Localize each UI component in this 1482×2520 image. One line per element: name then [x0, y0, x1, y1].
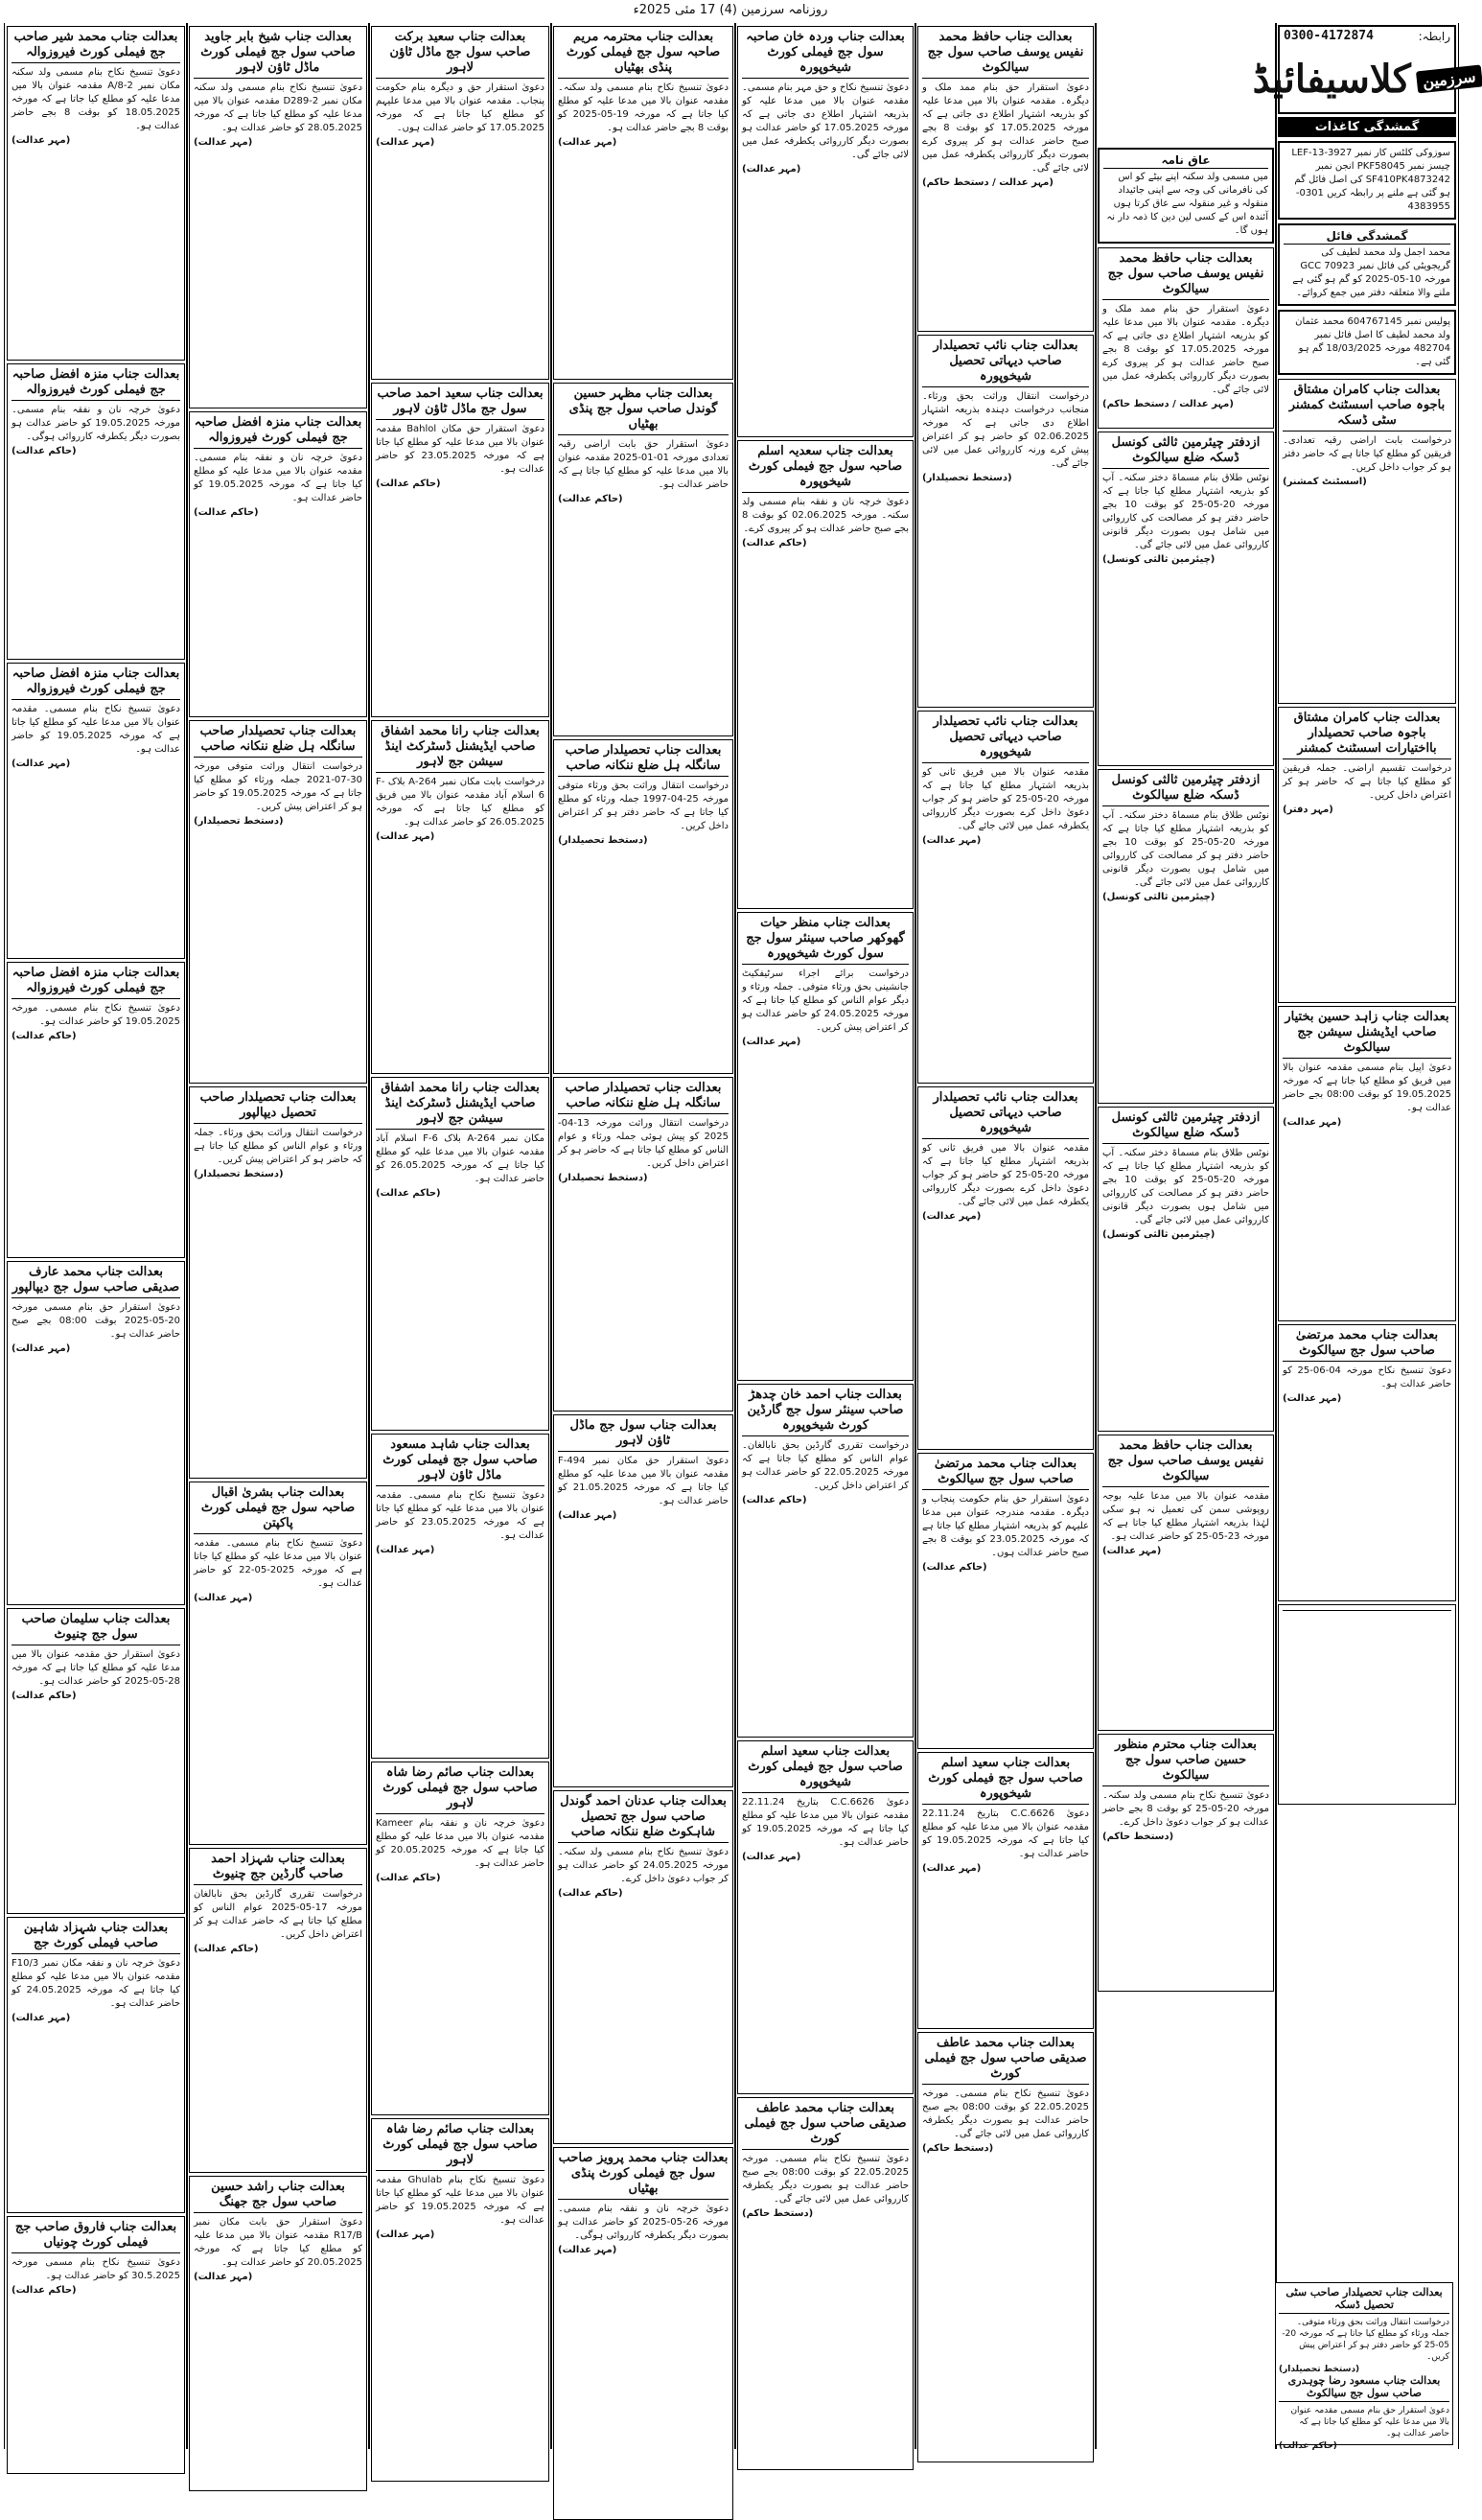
notice-body: درخواست بابت اراضی رقبہ تعدادی۔ فریقین کو مطلع کیا جاتا ہے کہ حاضر دفتر ہو کر جواب داخل کریں۔	[1283, 435, 1451, 473]
notice-body: دعویٰ استقرار حق بابت اراضی رقبہ تعدادی مورخہ 01-01-2025 مقدمہ عنوان بالا میں مدعا علیہ کو مطلع کیا جاتا ہے کہ حاضر عدالت ہو۔	[558, 439, 729, 490]
notice-body: دعویٰ C.C.6626 بتاریخ 22.11.24 مقدمہ عنوان بالا میں مدعا علیہ کو مطلع کیا جاتا ہے کہ مورخہ 19.05.2025 کو حاضر عدالت ہو۔	[742, 1797, 910, 1848]
court-name: ازدفتر چیئرمین ثالثی کونسل ڈسکہ ضلع سیالکوٹ	[1102, 773, 1269, 806]
notice-body: دعویٰ تنسیخ نکاح بنام مسمی ولد سکنہ۔ مورخہ 24.05.2025 کو حاضر عدالت ہو کر جواب دعویٰ داخل کرے۔	[558, 1847, 729, 1884]
legal-notice	[737, 1384, 914, 1738]
notice-sign: (مہر عدالت)	[376, 1545, 435, 1555]
notice-sign: (مہر عدالت)	[922, 835, 982, 846]
legal-notice	[737, 1740, 914, 2094]
court-name: بعدالت جناب مسعود رضا چوہدری صاحب سول جج سیالکوٹ	[1279, 2374, 1449, 2402]
legal-notice	[737, 440, 914, 909]
court-name: بعدالت جناب محترمہ مریم صاحبہ سول جج فیملی کورٹ پنڈی بھٹیاں	[558, 30, 729, 79]
legal-notice	[1278, 1006, 1456, 1321]
lost-doc-body: سوزوکی کلٹس کار نمبر LEF-13-3927 چیسز نمبر PKF58045 انجن نمبر SF410PK4873242 کی اصل فائل گم ہو گئی ہے ملنے پر رابطہ کریں 0301-4383955	[1291, 148, 1450, 212]
notice-sign: (حاکم عدالت)	[558, 494, 623, 504]
notice-sign: (مہر عدالت)	[194, 1593, 253, 1603]
notice-sign: (دستخط حاکم)	[922, 2143, 994, 2154]
notice-body: دعویٰ تنسیخ نکاح و حق مہر بنام مسمی۔ مقدمہ عنوان بالا میں مدعا علیہ کو بذریعہ اشتہار اطلاع دی جاتی ہے کہ مورخہ 17.05.2025 کو حاضر عدالت ہو بصورت دیگر کارروائی یکطرفہ عمل میں لائی جائے گی۔	[742, 82, 910, 160]
page-header: روزنامہ سرزمین (4) 17 مئی 2025ء	[633, 3, 828, 17]
lost-doc-title: گمشدگی فائل	[1284, 229, 1450, 245]
notice-body: دعویٰ تنسیخ نکاح بنام مسمی۔ مورخہ 22.05.2025 کو بوقت 08:00 بجے صبح حاضر عدالت ہو بصورت دیگر یکطرفہ کارروائی عمل میں لائی جائے گی۔	[742, 2154, 910, 2205]
court-name: بعدالت جناب تحصیلدار صاحب سٹی تحصیل ڈسکہ	[1279, 2286, 1449, 2314]
classified-logo	[1252, 45, 1477, 112]
notice-body: دعویٰ تنسیخ نکاح بنام مسمی ولد سکنہ۔ مورخہ 20-05-25 کو بوقت 8 بجے حاضر عدالت ہو کر جواب دعویٰ داخل کرے۔	[1102, 1790, 1269, 1828]
lost-doc-body: پولیس نمبر 604767145 محمد عثمان ولد محمد لطیف کا اصل فائل نمبر 482704 مورخہ 18/03/2025 گم ہو گئی ہے۔	[1295, 316, 1450, 367]
notice-sign: (حاکم عدالت)	[194, 507, 259, 518]
court-name: بعدالت جناب نائب تحصیلدار صاحب دیہاتی تحصیل شیخوپورہ	[922, 338, 1089, 387]
notice-sign: (مہر عدالت)	[194, 137, 253, 148]
notice-body: درخواست تقرری گارڈین بحق نابالغان۔ عوام الناس کو مطلع کیا جاتا ہے کہ مورخہ 22.05.2025 کو حاضر عدالت ہو کر اعتراض داخل کریں۔	[742, 1440, 910, 1491]
classified-grid	[4, 23, 1477, 2449]
court-name: ازدفتر چیئرمین ثالثی کونسل ڈسکہ ضلع سیالکوٹ	[1102, 1110, 1269, 1144]
notice-body: دعویٰ تنسیخ نکاح بنام مسمی ولد سکنہ مکان نمبر 2-A/8 مقدمہ عنوان بالا میں مدعا علیہ کو مطلع کیا جاتا ہے کہ مورخہ 18.05.2025 کو بوقت 8 بجے حاضر عدالت ہو۔	[12, 67, 180, 131]
notice-sign: (مہر عدالت)	[12, 758, 71, 769]
notice-sign: (اسسٹنٹ کمشنر)	[1283, 477, 1367, 487]
legal-notice	[1278, 1604, 1456, 1805]
court-name: بعدالت جناب نائب تحصیلدار صاحب دیہاتی تحصیل شیخوپورہ	[922, 714, 1089, 763]
court-name: بعدالت جناب محمد شیر صاحب جج فیملی کورٹ فیروزوالہ	[12, 30, 180, 63]
court-name: بعدالت جناب نائب تحصیلدار صاحب دیہاتی تحصیل شیخوپورہ	[922, 1090, 1089, 1139]
notice-body: درخواست بابت مکان نمبر 264-A بلاک F-6 اسلام آباد مقدمہ عنوان بالا میں فریق کو مطلع کیا جاتا ہے کہ مورخہ 26.05.2025 کو حاضر عدالت ہو۔	[376, 777, 545, 828]
notice-sign: (حاکم عدالت)	[12, 2285, 77, 2296]
notice-body: مقدمہ عنوان بالا میں مدعا علیہ بوجہ روپوشی سمن کی تعمیل نہ ہو سکی لہٰذا بذریعہ اشتہار مطلع کیا جاتا ہے کہ مورخہ 23-05-25 کو حاضر عدالت ہو۔	[1102, 1491, 1269, 1542]
court-name: ازدفتر چیئرمین ثالثی کونسل ڈسکہ ضلع سیالکوٹ	[1102, 435, 1269, 469]
notice-sign: (مہر عدالت)	[922, 1863, 982, 1874]
notice-sign: (دستخط حاکم)	[742, 2208, 814, 2219]
classified-masthead	[1252, 25, 1477, 114]
notice-body: درخواست تقرری گارڈین بحق نابالغان مورخہ 17-05-2025 عوام الناس کو مطلع کیا جاتا ہے کہ حاضر عدالت ہو کر اعتراض داخل کریں۔	[194, 1889, 362, 1940]
notice-body: دعویٰ تنسیخ نکاح بنام مسمی ولد سکنہ مکان نمبر D289-2 مقدمہ عنوان بالا میں مدعا علیہ کو مطلع کیا جاتا ہے کہ مورخہ 28.05.2025 کو حاضر عدالت ہو۔	[194, 82, 362, 133]
notice-body: دعویٰ تنسیخ نکاح بنام مسمی۔ مقدمہ عنوان بالا میں مدعا علیہ کو مطلع کیا جاتا ہے کہ مورخہ 19.05.2025 کو حاضر عدالت ہو۔	[12, 704, 180, 755]
court-name: بعدالت جناب سلیمان صاحب سول جج چنیوٹ	[12, 1612, 180, 1645]
notice-body: دعویٰ خرچہ نان و نفقہ بنام مسمی ولد سکنہ۔ مورخہ 02.06.2025 کو بوقت 8 بجے صبح حاضر عدالت ہو کر پیروی کرے۔	[742, 497, 910, 534]
legal-notice	[553, 739, 733, 1074]
notice-sign: (حاکم عدالت)	[558, 1888, 623, 1899]
notice-body: درخواست انتقال وراثت بحق ورثاء متوفی مورخہ 25-04-1997 جملہ ورثاء کو مطلع کیا جاتا ہے کہ حاضر دفتر ہو کر اعتراض داخل کریں۔	[558, 781, 729, 831]
court-name: بعدالت جناب رانا محمد اشفاق صاحب ایڈیشنل ڈسٹرکٹ اینڈ سیشن جج لاہور	[376, 1081, 544, 1130]
notice-sign: (مہر عدالت)	[1102, 1546, 1162, 1556]
column-5	[550, 23, 736, 2449]
legal-notice	[917, 2032, 1094, 2462]
court-name: بعدالت جناب سول جج ماڈل ٹاؤن لاہور	[558, 1418, 729, 1452]
notice-sign: (مہر عدالت)	[742, 1037, 801, 1047]
notice-body: درخواست برائے اجراء سرٹیفکیٹ جانشینی بحق ورثاء متوفی۔ جملہ ورثاء و دیگر عوام الناس کو مطلع کیا جاتا ہے کہ مورخہ 24.05.2025 کو حاضر عدالت ہو کر اعتراض پیش کریں۔	[742, 968, 910, 1033]
notice-sign: (حاکم عدالت)	[12, 446, 77, 456]
lost-doc-body: میں مسمی ولد سکنہ اپنے بیٹے کو اس کی نافرمانی کی وجہ سے اپنی جائیداد منقولہ و غیر منقولہ سے عاق کرتا ہوں آئندہ اس کے کسی لین دین کا ذمہ دار نہ ہوں گا۔	[1106, 172, 1268, 236]
legal-notice	[553, 2147, 733, 2520]
court-name: بعدالت جناب کامران مشتاق باجوہ صاحب تحصیلدار بااختیارات اسسٹنٹ کمشنر	[1283, 711, 1451, 759]
court-name: بعدالت جناب حافظ محمد نفیس یوسف صاحب سول جج سیالکوٹ	[1102, 1438, 1269, 1487]
notice-sign: (دستخط تحصیلدار)	[558, 835, 648, 846]
court-name: بعدالت جناب منزہ افضل صاحبہ جج فیملی کورٹ فیروزوالہ	[12, 666, 180, 700]
logo-main: کلاسیفائیڈ	[1252, 56, 1411, 102]
legal-notice	[1098, 769, 1274, 1104]
legal-notice	[7, 1917, 185, 2213]
court-name: بعدالت جناب احمد خان چدھڑ صاحب سینئر سول جج گارڈین کورٹ شیخوپورہ	[742, 1388, 909, 1436]
notice-sign: (مہر عدالت)	[376, 2229, 435, 2240]
notice-sign: (دستخط حاکم)	[1102, 1832, 1174, 1842]
court-name: بعدالت جناب سعید احمد صاحب سول جج ماڈل ٹاؤن لاہور	[376, 386, 544, 420]
notice-sign: (حاکم عدالت)	[742, 1495, 807, 1505]
notice-sign: (حاکم عدالت)	[1279, 2441, 1337, 2451]
notice-body: دعویٰ تنسیخ نکاح بنام مسمی۔ مقدمہ عنوان بالا میں مدعا علیہ کو مطلع کیا جاتا ہے کہ مورخہ 2025-05-22 کو حاضر عدالت ہو۔	[194, 1538, 362, 1589]
court-name: بعدالت جناب منزہ افضل صاحبہ جج فیملی کورٹ فیروزوالہ	[12, 966, 180, 999]
notice-sign: (دستخط تحصیلدار)	[194, 816, 284, 827]
legal-notice	[371, 1434, 549, 1759]
section-heading: گمشدگی کاغذات	[1278, 117, 1456, 137]
legal-notice	[371, 1077, 549, 1431]
court-name: بعدالت جناب شہزاد احمد صاحب گارڈین جج چنیوٹ	[194, 1852, 362, 1885]
notice-body: دعویٰ استقرار حق بنام ممد ملک و دیگرہ۔ مقدمہ عنوان بالا میں مدعا علیہ کو بذریعہ اشتہار اطلاع دی جاتی ہے کہ مورخہ 17.05.2025 کو بوقت 8 بجے صبح حاضر عدالت ہو کر پیروی کرے بصورت دیگر کارروائی یکطرفہ عمل میں لائی جائے گی۔	[1102, 304, 1269, 395]
legal-notice	[737, 26, 914, 437]
legal-notice	[917, 1086, 1094, 1450]
court-name: بعدالت جناب شہزاد شاہین صاحب فیملی کورٹ جج	[12, 1921, 180, 1954]
notice-body: دعویٰ تنسیخ نکاح بنام مسمی۔ مورخہ 19.05.2025 کو حاضر عدالت ہو۔	[12, 1003, 180, 1027]
notice-body: مکان نمبر 264-A بلاک F-6 اسلام آباد مقدمہ عنوان بالا میں مدعا علیہ کو مطلع کیا جاتا ہے کہ مورخہ 26.05.2025 کو حاضر عدالت ہو۔	[376, 1133, 545, 1184]
legal-notice	[917, 711, 1094, 1084]
legal-notice	[189, 411, 367, 717]
notice-body: دعویٰ استقرار حق مقدمہ عنوان بالا میں مدعا علیہ کو مطلع کیا جاتا ہے کہ مورخہ 28-05-2025 کو حاضر عدالت ہو۔	[12, 1649, 180, 1687]
legal-notice	[7, 663, 185, 959]
court-name: بعدالت جناب محمد عاطف صدیقی صاحب سول جج فیملی کورٹ	[922, 2036, 1089, 2085]
notice-sign: (مہر عدالت)	[1283, 1117, 1342, 1128]
court-name: بعدالت جناب منزہ افضل صاحبہ جج فیملی کورٹ فیروزوالہ	[12, 367, 180, 401]
notice-sign: (حاکم عدالت)	[12, 1031, 77, 1041]
notice-body: دعویٰ خرچہ نان و نفقہ بنام مسمی۔ مقدمہ عنوان بالا میں مدعا علیہ کو مطلع کیا جاتا ہے کہ مورخہ 19.05.2025 کو حاضر عدالت ہو۔	[194, 453, 363, 503]
legal-notice	[917, 335, 1094, 708]
legal-notice	[553, 1077, 733, 1412]
notice-sign: (مہر عدالت)	[1283, 1393, 1342, 1404]
legal-notice	[553, 1414, 733, 1787]
court-name: بعدالت جناب حافظ محمد نفیس یوسف صاحب سول جج سیالکوٹ	[1102, 251, 1269, 300]
legal-notice	[1278, 379, 1456, 704]
legal-notice	[737, 2097, 914, 2470]
court-name: بعدالت جناب تحصیلدار صاحب سانگلہ ہل ضلع ننکانہ صاحب	[194, 724, 362, 758]
legal-notice	[1098, 247, 1274, 429]
legal-notice	[737, 912, 914, 1381]
court-name: بعدالت جناب کامران مشتاق باجوہ صاحب اسسٹنٹ کمشنر سٹی ڈسکہ	[1283, 383, 1451, 432]
notice-body: درخواست انتقال وراثت بحق ورثاء۔ جملہ ورثاء و عوام الناس کو مطلع کیا جاتا ہے کہ حاضر ہو کر اعتراض پیش کریں۔	[194, 1128, 362, 1165]
column-2	[1095, 23, 1277, 2449]
notice-sign: (دستخط تحصیلدار)	[194, 1169, 284, 1179]
court-name: بعدالت جناب وردہ خان صاحبہ سول جج فیملی کورٹ شیخوپورہ	[742, 30, 909, 79]
court-name: بعدالت جناب رانا محمد اشفاق صاحب ایڈیشنل ڈسٹرکٹ اینڈ سیشن جج لاہور	[376, 724, 544, 773]
court-name: بعدالت جناب منظر حیات گھوکھر صاحب سینئر سول جج سول کورٹ شیخوپورہ	[742, 916, 909, 965]
notice-body: درخواست انتقال وراثت مورخہ 13-04-2025 کو پیش ہوئی جملہ ورثاء و عوام الناس کو مطلع کیا جاتا ہے کہ حاضر ہو کر اعتراض داخل کریں۔	[558, 1118, 729, 1169]
lost-doc-ad	[1278, 310, 1456, 375]
court-name: بعدالت جناب حافظ محمد نفیس یوسف صاحب سول جج سیالکوٹ	[922, 30, 1089, 79]
legal-notice	[1098, 1734, 1274, 1992]
lost-doc-ad	[1278, 141, 1456, 220]
contact-phone: 0300-4172874	[1284, 29, 1374, 43]
notice-body: دعویٰ خرچہ نان و نفقہ مکان نمبر F10/3 مقدمہ عنوان بالا میں مدعا علیہ کو مطلع کیا جاتا ہے کہ مورخہ 24.05.2025 کو حاضر عدالت ہو۔	[12, 1958, 181, 2009]
notice-body: نوٹس طلاق بنام مسماۃ دختر سکنہ۔ آپ کو بذریعہ اشتہار مطلع کیا جاتا ہے کہ مورخہ 20-05-25 کو بوقت 10 بجے حاضر دفتر ہو کر مصالحت کی کارروائی میں شامل ہوں بصورت دیگر قانونی کارروائی عمل میں لائی جائے گی۔	[1102, 473, 1270, 550]
legal-notice	[1098, 432, 1274, 766]
legal-notice	[1098, 1107, 1274, 1432]
notice-body: مقدمہ عنوان بالا میں فریق ثانی کو بذریعہ اشتہار مطلع کیا جاتا ہے کہ مورخہ 20-05-25 کو حاضر ہو کر جواب دعویٰ داخل کرے بصورت دیگر کارروائی یکطرفہ عمل میں لائی جائے گی۔	[922, 767, 1090, 831]
legal-notice	[371, 2118, 549, 2482]
legal-notice	[371, 1762, 549, 2115]
notice-body: درخواست انتقال وراثت بحق ورثاء متوفی۔ جملہ ورثاء کو مطلع کیا جاتا ہے کہ مورخہ 20-05-25 کو حاضر دفتر ہو کر اعتراض پیش کریں۔	[1282, 2318, 1449, 2362]
court-name	[1283, 1608, 1451, 1611]
court-name: بعدالت جناب سعید برکت صاحب سول جج ماڈل ٹاؤن لاہور	[376, 30, 544, 79]
column-7	[186, 23, 370, 2449]
court-name: بعدالت جناب سعید اسلم صاحب سول جج فیملی کورٹ شیخوپورہ	[922, 1756, 1089, 1805]
notice-body: درخواست انتقال وراثت متوفی مورخہ 30-07-2021 جملہ ورثاء کو مطلع کیا جاتا ہے کہ مورخہ 19.05.2025 کو حاضر ہو کر اعتراض پیش کریں۔	[194, 761, 362, 812]
court-name: بعدالت جناب شیخ بابر جاوید صاحب سول جج فیملی کورٹ ماڈل ٹاؤن لاہور	[194, 30, 362, 79]
column-3	[915, 23, 1097, 2449]
notice-sign: (دستخط تحصیلدار)	[1279, 2365, 1360, 2374]
notice-body: دعویٰ اپیل بنام مسمی مقدمہ عنوان بالا میں فریق کو مطلع کیا جاتا ہے کہ مورخہ 19.05.2025 کو بوقت 08:00 بجے حاضر عدالت ہو۔	[1283, 1062, 1451, 1113]
court-name: بعدالت جناب محترم منظور حسین صاحب سول جج سیالکوٹ	[1102, 1738, 1269, 1786]
notice-body: دعویٰ استقرار حق بنام مسمی مورخہ 20-05-2025 بوقت 08:00 بجے صبح حاضر عدالت ہو۔	[12, 1302, 181, 1340]
court-name: بعدالت جناب راشد حسین صاحب سول جج جھنگ	[194, 2180, 362, 2213]
court-name: بعدالت جناب عدنان احمد گوندل صاحب سول جج تحصیل شاہکوٹ ضلع ننکانہ صاحب	[558, 1794, 729, 1843]
notice-sign: (دستخط تحصیلدار)	[922, 473, 1012, 483]
notice-strip	[1275, 2282, 1453, 2451]
notice-body: دعویٰ استقرار حق مکان نمبر F-494 مقدمہ عنوان بالا میں مدعا علیہ کو مطلع کیا جاتا ہے کہ مورخہ 21.05.2025 کو حاضر عدالت ہو۔	[558, 1456, 729, 1506]
court-name: بعدالت جناب محمد پرویز صاحب سول جج فیملی کورٹ پنڈی بھٹیاں	[558, 2151, 729, 2200]
notice-sign: (مہر عدالت)	[558, 2245, 617, 2255]
notice-sign: (مہر عدالت)	[742, 1852, 801, 1862]
notice-body: دعویٰ تنسیخ نکاح بنام مسمی۔ مورخہ 22.05.2025 کو بوقت 08:00 بجے صبح حاضر عدالت ہو بصورت دیگر یکطرفہ کارروائی عمل میں لائی جائے گی۔	[922, 2088, 1090, 2139]
lost-doc-body: محمد اجمل ولد محمد لطیف کی گریجویٹی کی فائل نمبر GCC 70923 مورخہ 10-05-2025 کو گم ہو گئی ہے ملنے والا متعلقہ دفتر میں جمع کروائے۔	[1292, 247, 1450, 298]
notice-body: مقدمہ عنوان بالا میں فریق ثانی کو بذریعہ اشتہار مطلع کیا جاتا ہے کہ مورخہ 20-05-25 کو حاضر ہو کر جواب دعویٰ داخل کرے بصورت دیگر کارروائی یکطرفہ عمل میں لائی جائے گی۔	[922, 1143, 1090, 1207]
legal-notice	[371, 383, 549, 717]
notice-body: دعویٰ C.C.6626 بتاریخ 22.11.24 مقدمہ عنوان بالا میں مدعا علیہ کو مطلع کیا جاتا ہے کہ مورخہ 19.05.2025 کو حاضر عدالت ہو۔	[922, 1808, 1090, 1859]
legal-notice	[7, 962, 185, 1258]
court-name: بعدالت جناب بشریٰ اقبال صاحبہ سول جج فیملی کورٹ پاکپتن	[194, 1485, 362, 1534]
legal-notice	[371, 720, 549, 1074]
notice-sign: (حاکم عدالت)	[922, 1562, 987, 1573]
court-name: بعدالت جناب محمد مرتضیٰ صاحب سول جج سیالکوٹ	[922, 1457, 1089, 1490]
court-name: بعدالت جناب سعدیہ اسلم صاحبہ سول جج فیملی کورٹ شیخوپورہ	[742, 444, 909, 493]
legal-notice	[371, 26, 549, 380]
legal-notice	[553, 1790, 733, 2144]
court-name: بعدالت جناب محمد مرتضیٰ صاحب سول جج سیالکوٹ	[1283, 1328, 1451, 1362]
notice-sign: (مہر عدالت)	[376, 137, 435, 148]
notice-body: دعویٰ تنسیخ نکاح بنام مسمی ولد سکنہ۔ مقدمہ عنوان بالا میں مدعا علیہ کو مطلع کیا جاتا ہے کہ مورخہ 19-05-2025 کو بوقت 8 بجے حاضر عدالت ہو۔	[558, 82, 729, 133]
notice-sign: (حاکم عدالت)	[742, 538, 807, 548]
notice-sign: (مہر عدالت)	[12, 1343, 71, 1354]
notice-body: دعویٰ تنسیخ نکاح بنام مسمی مورخہ 30.5.2025 کو حاضر عدالت ہو۔	[12, 2257, 180, 2281]
notice-body: درخواست تقسیم اراضی۔ جملہ فریقین کو مطلع کیا جاتا ہے کہ حاضر ہو کر اعتراض داخل کریں۔	[1283, 763, 1451, 801]
notice-sign: (مہر عدالت)	[558, 1510, 617, 1521]
masthead-contact	[1280, 27, 1454, 45]
notice-sign: (حاکم عدالت)	[376, 478, 441, 489]
notice-body: دعویٰ خرچہ نان و نفقہ بنام مسمی۔ مورخہ 26-05-2025 کو حاضر عدالت ہو بصورت دیگر یکطرفہ کارروائی ہوگی۔	[558, 2204, 729, 2241]
legal-notice	[7, 363, 185, 660]
notice-body: دعویٰ استقرار حق بنام حکومت پنجاب و دیگرہ۔ مقدمہ مندرجہ عنوان میں مدعا علیہم کو بذریعہ اشتہار مطلع کیا جاتا ہے کہ مورخہ 23.05.2025 کو بوقت 8 بجے صبح حاضر عدالت ہوں۔	[922, 1494, 1090, 1558]
legal-notice	[1278, 1324, 1456, 1601]
legal-notice	[189, 26, 367, 408]
notice-sign: (حاکم عدالت)	[376, 1873, 441, 1883]
court-name: بعدالت جناب محمد عاطف صدیقی صاحب سول جج فیملی کورٹ	[742, 2101, 909, 2150]
notice-sign: (چیئرمین ثالثی کونسل)	[1102, 1229, 1216, 1240]
court-name: بعدالت جناب تحصیلدار صاحب سانگلہ ہل ضلع ننکانہ صاحب	[558, 1081, 729, 1114]
legal-notice	[189, 1848, 367, 2173]
notice-sign: (مہر عدالت)	[742, 164, 801, 175]
notice-sign: (مہر دفتر)	[1283, 805, 1333, 815]
legal-notice	[7, 1261, 185, 1605]
legal-notice	[1098, 1435, 1274, 1731]
notice-sign: (مہر عدالت)	[12, 135, 71, 146]
court-name: بعدالت جناب فاروق صاحب جج فیملی کورٹ چونیاں	[12, 2220, 180, 2253]
notice-sign: (مہر عدالت / دستخط حاکم)	[1102, 399, 1234, 409]
notice-body: دعویٰ خرچہ نان و نفقہ بنام Kameer مقدمہ عنوان بالا میں مدعا علیہ کو مطلع کیا جاتا ہے کہ مورخہ 20.05.2025 کو حاضر عدالت ہو۔	[376, 1818, 545, 1869]
notice-sign: (حاکم عدالت)	[376, 1188, 441, 1199]
legal-notice	[7, 2216, 185, 2474]
notice-body: دعویٰ تنسیخ نکاح مورخہ 04-06-25 کو حاضر عدالت ہو۔	[1283, 1365, 1451, 1389]
notice-sign: (حاکم عدالت)	[12, 1691, 77, 1701]
notice-sign: (حاکم عدالت)	[194, 1944, 259, 1954]
legal-notice	[553, 383, 733, 736]
legal-notice	[189, 2176, 367, 2491]
legal-notice	[7, 26, 185, 361]
lost-doc-title: عاق نامہ	[1103, 153, 1268, 169]
column-8	[4, 23, 188, 2449]
notice-body: دعویٰ استقرار حق بابت مکان نمبر R17/B مقدمہ عنوان بالا میں مدعا علیہ کو مطلع کیا جاتا ہے کہ مورخہ 20.05.2025 کو حاضر عدالت ہو۔	[194, 2217, 362, 2268]
court-name: بعدالت جناب تحصیلدار صاحب تحصیل دیپالپور	[194, 1090, 362, 1124]
court-name: بعدالت جناب منزہ افضل صاحبہ جج فیملی کورٹ فیروزوالہ	[194, 415, 362, 449]
legal-notice	[917, 1453, 1094, 1749]
notice-body: دعویٰ استقرار حق و دیگرہ بنام حکومت پنجاب۔ مقدمہ عنوان بالا میں مدعا علیہم کو مطلع کیا جاتا ہے کہ مورخہ 17.05.2025 کو حاضر عدالت ہوں۔	[376, 82, 544, 133]
notice-body: دعویٰ استقرار حق بنام مسمی مقدمہ عنوان بالا میں مدعا علیہ کو مطلع کیا جاتا ہے کہ حاضر عدالت ہو۔	[1290, 2406, 1449, 2438]
notice-body: دعویٰ تنسیخ نکاح بنام Ghulab مقدمہ عنوان بالا میں مدعا علیہ کو مطلع کیا جاتا ہے کہ مورخہ 19.05.2025 کو حاضر عدالت ہو۔	[376, 2175, 545, 2226]
legal-notice	[189, 1482, 367, 1845]
logo-tag: سرزمین	[1416, 64, 1482, 93]
court-name: بعدالت جناب صائم رضا شاہ صاحب سول جج فیملی کورٹ لاہور	[376, 1765, 544, 1814]
lost-doc-ad	[1098, 148, 1274, 244]
legal-notice	[1278, 707, 1456, 1003]
legal-notice	[189, 1086, 367, 1479]
notice-sign: (مہر عدالت)	[12, 2013, 71, 2023]
notice-sign: (چیئرمین ثالثی کونسل)	[1102, 554, 1216, 565]
column-6	[368, 23, 552, 2449]
notice-body: نوٹس طلاق بنام مسماۃ دختر سکنہ۔ آپ کو بذریعہ اشتہار مطلع کیا جاتا ہے کہ مورخہ 20-05-25 کو بوقت 10 بجے حاضر دفتر ہو کر مصالحت کی کارروائی میں شامل ہوں بصورت دیگر قانونی کارروائی عمل میں لائی جائے گی۔	[1102, 1148, 1270, 1225]
court-name: بعدالت جناب تحصیلدار صاحب سانگلہ ہل ضلع ننکانہ صاحب	[558, 743, 729, 777]
legal-notice	[7, 1608, 185, 1914]
column-4	[734, 23, 916, 2449]
notice-body: دعویٰ استقرار حق بنام ممد ملک و دیگرہ۔ مقدمہ عنوان بالا میں مدعا علیہ کو بذریعہ اشتہار اطلاع دی جاتی ہے کہ مورخہ 17.05.2025 کو بوقت 8 بجے صبح حاضر عدالت ہو کر پیروی کرے بصورت دیگر کارروائی یکطرفہ عمل میں لائی جائے گی۔	[922, 82, 1089, 174]
column-1	[1252, 23, 1477, 2449]
court-name: بعدالت جناب سعید اسلم صاحب سول جج فیملی کورٹ شیخوپورہ	[742, 1744, 909, 1793]
court-name: بعدالت جناب مظہر حسین گوندل صاحب سول جج پنڈی بھٹیاں	[558, 386, 729, 435]
notice-sign: (مہر عدالت)	[194, 2272, 253, 2282]
legal-notice	[189, 720, 367, 1084]
court-name: بعدالت جناب زاہد حسین بختیار صاحب ایڈیشنل سیشن جج سیالکوٹ	[1283, 1010, 1451, 1059]
notice-sign: (چیئرمین ثالثی کونسل)	[1102, 892, 1216, 902]
lost-doc-ad	[1278, 223, 1456, 306]
notice-sign: (مہر عدالت)	[376, 831, 435, 842]
contact-label: رابطہ:	[1418, 29, 1450, 43]
court-name: بعدالت جناب صائم رضا شاہ صاحب سول جج فیملی کورٹ لاہور	[376, 2122, 544, 2171]
notice-body: دعویٰ تنسیخ نکاح بنام مسمی۔ مقدمہ عنوان بالا میں مدعا علیہ کو مطلع کیا جاتا ہے کہ مورخہ 23.05.2025 کو حاضر عدالت ہو۔	[376, 1490, 544, 1541]
notice-body: درخواست انتقال وراثت بحق ورثاء۔ منجانب درخواست دہندہ بذریعہ اشتہار اطلاع دی جاتی ہے کہ مورخہ 02.06.2025 کو حاضر ہو کر اعتراض پیش کرے ورنہ کارروائی عمل میں لائی جائے گی۔	[922, 391, 1089, 469]
legal-notice	[553, 26, 733, 380]
notice-body: دعویٰ استقرار حق مکان Bahlol مقدمہ عنوان بالا میں مدعا علیہ کو مطلع کیا جاتا ہے کہ مورخہ 23.05.2025 کو حاضر عدالت ہو۔	[376, 424, 544, 475]
court-name: بعدالت جناب محمد عارف صدیقی صاحب سول جج دیپالپور	[12, 1265, 180, 1298]
notice-sign: (مہر عدالت)	[558, 137, 617, 148]
notice-body: دعویٰ خرچہ نان و نفقہ بنام مسمی۔ مورخہ 19.05.2025 کو حاضر عدالت ہو بصورت دیگر یکطرفہ کارروائی ہوگی۔	[12, 405, 180, 442]
notice-sign: (مہر عدالت / دستخط حاکم)	[922, 177, 1054, 188]
notice-body: نوٹس طلاق بنام مسماۃ دختر سکنہ۔ آپ کو بذریعہ اشتہار مطلع کیا جاتا ہے کہ مورخہ 20-05-25 کو بوقت 10 بجے حاضر دفتر ہو کر مصالحت کی کارروائی میں شامل ہوں بصورت دیگر قانونی کارروائی عمل میں لائی جائے گی۔	[1102, 810, 1270, 888]
legal-notice	[917, 26, 1094, 332]
court-name: بعدالت جناب شاہد مسعود صاحب سول جج فیملی کورٹ ماڈل ٹاؤن لاہور	[376, 1437, 544, 1486]
legal-notice	[917, 1752, 1094, 2029]
notice-sign: (مہر عدالت)	[922, 1211, 982, 1222]
notice-sign: (دستخط تحصیلدار)	[558, 1173, 648, 1183]
